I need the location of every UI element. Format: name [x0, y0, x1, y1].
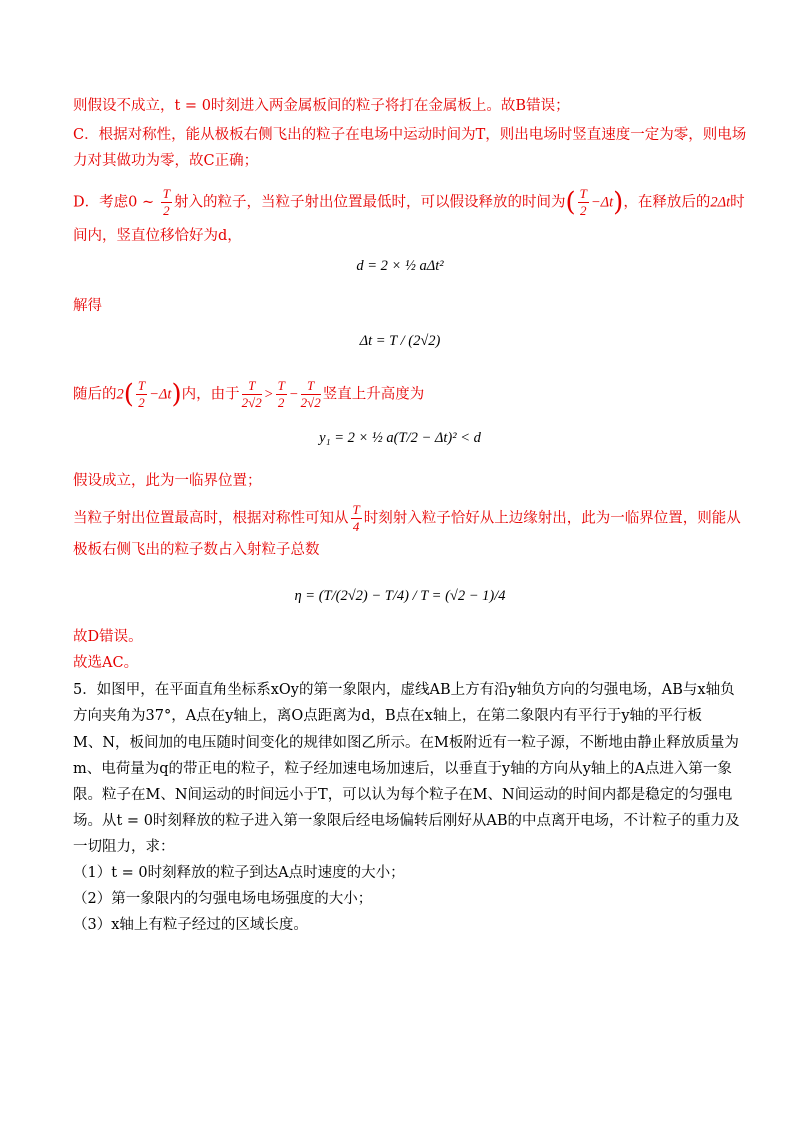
fraction-t-over-2root2: $\frac{T}{2√2}$ — [300, 378, 321, 410]
question-line: 5．如图甲，在平面直角坐标系xOy的第一象限内，虚线AB上方有沿y轴负方向的匀强电场，AB与x轴负 — [73, 682, 735, 698]
answer-text: ，在释放后的 — [623, 194, 711, 211]
answer-text: 竖直上升高度为 — [322, 386, 425, 403]
answer-line: C．根据对称性，能从极板右侧飞出的粒子在电场中运动时间为T，则出电场时竖直速度一定为零，则电场 — [73, 127, 747, 143]
fraction-t-over-2: $\frac{T}{2}$ — [579, 186, 587, 218]
question-part-1: （1）t = 0时刻释放的粒子到达A点时速度的大小； — [73, 865, 405, 881]
equation-y1: y₁ = 2 × ½ a(T/2 − Δt)² < d — [319, 430, 481, 446]
delta-t-expression: 2Δt — [710, 194, 731, 211]
answer-text: 时刻射入粒子恰好从上边缘射出，此为一临界位置，则能从 — [363, 510, 741, 527]
answer-line: 则假设不成立，t = 0时刻进入两金属板间的粒子将打在金属板上。故B错误； — [73, 98, 570, 114]
fraction-t-over-2root2: $\frac{T}{2√2}$ — [241, 378, 262, 410]
answer-text: 时 — [730, 194, 745, 211]
fraction-t-over-4: $\frac{T}{4}$ — [352, 502, 360, 534]
answer-line: 力对其做功为零，故C正确； — [73, 153, 259, 169]
fraction-t-over-2: $\frac{T}{2}$ — [137, 378, 146, 410]
equation-eta: η = (T/(2√2) − T/4) / T = (√2 − 1)/4 — [294, 588, 506, 604]
answer-line: 故D错误。 — [73, 629, 143, 645]
answer-line: 解得 — [73, 298, 102, 314]
question-line: M、N，板间加的电压随时间变化的规律如图乙所示。在M板附近有一粒子源，不断地由静止释放质量为 — [73, 735, 739, 751]
answer-text: 射入的粒子，当粒子射出位置最低时，可以假设释放的时间为 — [173, 194, 566, 211]
answer-line: 故选AC。 — [73, 655, 139, 671]
question-line: 场。从t = 0时刻释放的粒子进入第一象限后经电场偏转后刚好从AB的中点离开电场，不计粒子的重力及 — [73, 813, 740, 829]
answer-text: 内，由于 — [181, 386, 240, 403]
answer-line-d: D．考虑0 ~ $\frac{T}{2}$ 射入的粒子，当粒子射出位置最低时，可以假设释放的时间为( $\frac{T}{2}$ −Δt)，在释放后的2Δt时 — [73, 186, 745, 218]
answer-text: 随后的 — [73, 386, 117, 403]
question-line: m、电荷量为q的带正电的粒子，粒子经加速电场加速后，以垂直于y轴的方向从y轴上的A点进入第一象 — [73, 761, 732, 777]
answer-line: 间内，竖直位移恰好为d， — [73, 228, 242, 244]
question-line: 一切阻力，求： — [73, 839, 175, 855]
answer-line: 假设成立，此为一临界位置； — [73, 473, 262, 489]
fraction-t-over-2: $\frac{T}{2}$ — [162, 186, 170, 218]
equation-delta-t: Δt = T / (2√2) — [359, 333, 441, 349]
question-line: 限。粒子在M、N间运动的时间远小于T，可以认为每个粒子在M、N间运动的时间内都是稳定的匀强电 — [73, 787, 733, 803]
answer-line-subsequent: 随后的2( $\frac{T}{2}$ −Δt)内，由于 $\frac{T}{2√2}$ > $\frac{T}{2}$ − $\frac{T}{2√2}$ 竖直上升高度为 — [73, 378, 425, 410]
answer-text: 当粒子射出位置最高时，根据对称性可知从 — [73, 510, 349, 527]
question-line: 方向夹角为37°，A点在y轴上，离O点距离为d，B点在x轴上，在第二象限内有平行于y轴的平行板 — [73, 708, 703, 724]
question-part-3: （3）x轴上有粒子经过的区域长度。 — [73, 917, 308, 933]
answer-text: D．考虑0 ~ — [73, 194, 159, 211]
equation-displacement: d = 2 × ½ aΔt² — [356, 258, 444, 274]
fraction-t-over-2: $\frac{T}{2}$ — [277, 378, 285, 410]
question-part-2: （2）第一象限内的匀强电场电场强度的大小； — [73, 891, 373, 907]
answer-line-highest — [73, 502, 740, 535]
answer-line: 极板右侧飞出的粒子数占入射粒子总数 — [73, 542, 320, 558]
